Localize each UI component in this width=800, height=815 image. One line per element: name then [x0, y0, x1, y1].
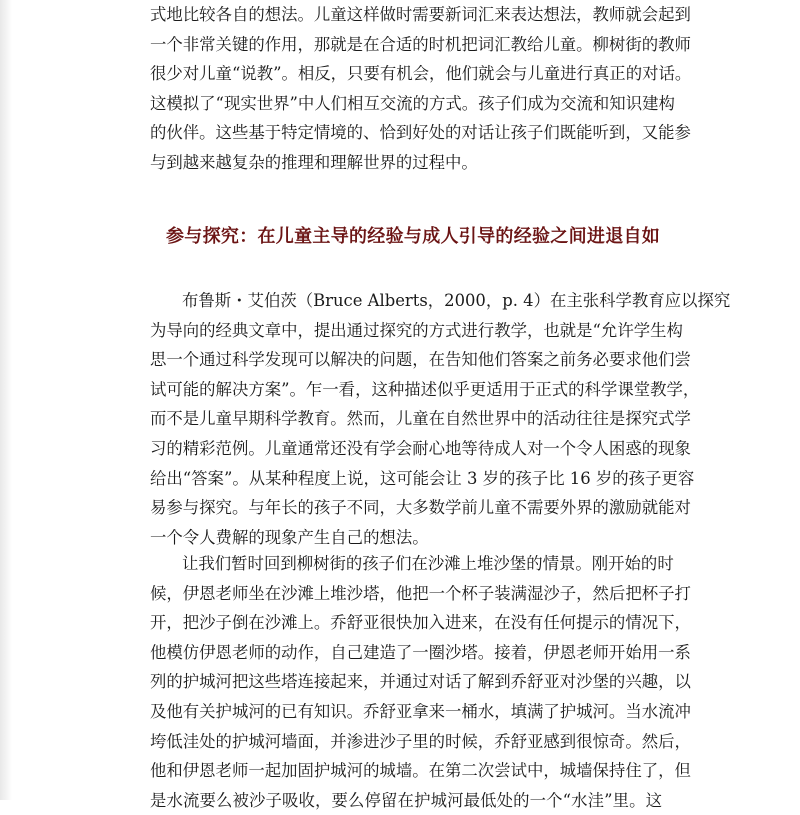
section-heading: 参与探究：在儿童主导的经验与成人引导的经验之间进退自如 — [166, 226, 661, 247]
paragraph-line: 很少对儿童“说教”。相反，只要有机会，他们就会与儿童进行真正的对话。 — [150, 64, 692, 84]
paragraph-line: 布鲁斯・艾伯茨（Bruce Alberts，2000，p. 4）在主张科学教育应以探究 — [182, 291, 731, 310]
paragraph-line: 让我们暂时回到柳树街的孩子们在沙滩上堆沙堡的情景。刚开始的时 — [182, 554, 674, 573]
paragraph-line: 思一个通过科学发现可以解决的问题，在告知他们答案之前务必要求他们尝 — [150, 350, 691, 370]
paragraph-line: 他和伊恩老师一起加固护城河的城墙。在第二次尝试中，城墙保持住了，但 — [150, 761, 691, 781]
paragraph-line: 垮低洼处的护城河墙面，并渗进沙子里的时候，乔舒亚感到很惊奇。然后， — [150, 731, 691, 751]
paragraph-line: 的伙伴。这些基于特定情境的、恰到好处的对话让孩子们既能听到，又能参 — [150, 123, 691, 143]
paragraph-line: 及他有关护城河的已有知识。乔舒亚拿来一桶水，填满了护城河。当水流冲 — [150, 701, 691, 721]
paragraph-line: 习的精彩范例。儿童通常还没有学会耐心地等待成人对一个令人困惑的现象 — [150, 438, 691, 458]
paragraph-line: 一个非常关键的作用，那就是在合适的时机把词汇教给儿童。柳树街的教师 — [150, 34, 691, 54]
paragraph-line: 一个令人费解的现象产生自己的想法。 — [150, 527, 429, 547]
paragraph-line: 候，伊恩老师坐在沙滩上堆沙塔，他把一个杯子装满湿沙子，然后把杯子打 — [150, 583, 691, 603]
paragraph-line: 他模仿伊恩老师的动作，自己建造了一圈沙塔。接着，伊恩老师开始用一系 — [150, 642, 691, 662]
paragraph-line: 开，把沙子倒在沙滩上。乔舒亚很快加入进来，在没有任何提示的情况下， — [150, 613, 691, 633]
paragraph-line: 是水流要么被沙子吸收，要么停留在护城河最低处的一个“水洼”里。这 — [150, 790, 662, 810]
paragraph-line: 易参与探究。与年长的孩子不同，大多数学前儿童不需要外界的激励就能对 — [150, 498, 691, 518]
paragraph-line: 列的护城河把这些塔连接起来，并通过对话了解到乔舒亚对沙堡的兴趣，以 — [150, 672, 691, 692]
paragraph-line: 给出“答案”。从某种程度上说，这可能会让 3 岁的孩子比 16 岁的孩子更容 — [150, 468, 695, 488]
paragraph-line: 这模拟了“现实世界”中人们相互交流的方式。孩子们成为交流和知识建构 — [150, 93, 675, 113]
paragraph-line: 式地比较各自的想法。儿童这样做时需要新词汇来表达想法，教师就会起到 — [150, 5, 691, 24]
paragraph-line: 而不是儿童早期科学教育。然而，儿童在自然世界中的活动往往是探究式学 — [150, 409, 691, 429]
paragraph-line: 为导向的经典文章中，提出通过探究的方式进行教学，也就是“允许学生构 — [150, 320, 683, 340]
page-binding-shadow — [0, 0, 12, 800]
paragraph-line: 与到越来越复杂的推理和理解世界的过程中。 — [150, 152, 478, 172]
paragraph-line: 试可能的解决方案”。乍一看，这种描述似乎更适用于正式的科学课堂教学， — [150, 379, 700, 399]
paragraph-inquiry — [150, 286, 731, 552]
paragraph-continued — [150, 0, 692, 178]
paragraph-sandcastle — [150, 549, 691, 815]
